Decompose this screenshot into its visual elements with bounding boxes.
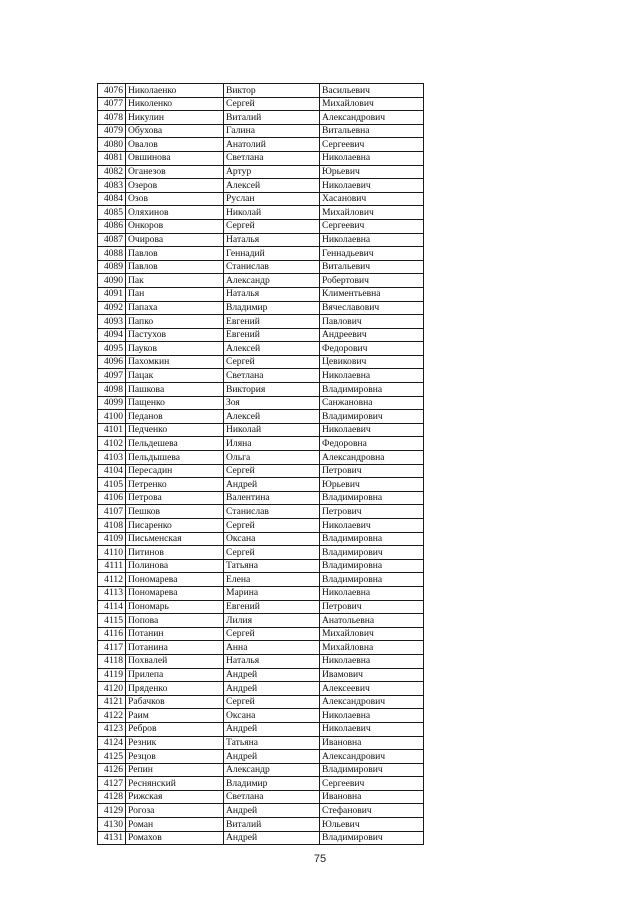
first-name-cell: Андрей xyxy=(224,722,320,736)
first-name-cell: Станислав xyxy=(224,505,320,519)
first-name-cell: Сергей xyxy=(224,464,320,478)
table-row xyxy=(98,192,424,206)
first-name-cell: Сергей xyxy=(224,627,320,641)
surname-cell: Павлов xyxy=(126,247,224,261)
table-row xyxy=(98,396,424,410)
surname-cell: Николаенко xyxy=(126,84,224,98)
first-name-cell: Наталья xyxy=(224,654,320,668)
table-row xyxy=(98,233,424,247)
first-name-cell: Геннадий xyxy=(224,247,320,261)
first-name-cell: Анна xyxy=(224,641,320,655)
patronymic-cell: Юрьевич xyxy=(320,165,424,179)
row-number-cell: 4103 xyxy=(98,451,126,465)
row-number-cell: 4098 xyxy=(98,383,126,397)
first-name-cell: Светлана xyxy=(224,151,320,165)
row-number-cell: 4112 xyxy=(98,573,126,587)
surname-cell: Пахомкин xyxy=(126,355,224,369)
first-name-cell: Сергей xyxy=(224,546,320,560)
patronymic-cell: Владимирович xyxy=(320,831,424,845)
table-row xyxy=(98,777,424,791)
row-number-cell: 4119 xyxy=(98,668,126,682)
patronymic-cell: Витальевич xyxy=(320,260,424,274)
table-row xyxy=(98,546,424,560)
table-row xyxy=(98,410,424,424)
table-row xyxy=(98,790,424,804)
first-name-cell: Сергей xyxy=(224,355,320,369)
table-row xyxy=(98,451,424,465)
first-name-cell: Николай xyxy=(224,423,320,437)
table-row xyxy=(98,111,424,125)
first-name-cell: Лилия xyxy=(224,614,320,628)
table-row xyxy=(98,247,424,261)
surname-cell: Оляхинов xyxy=(126,206,224,220)
patronymic-cell: Витальевна xyxy=(320,124,424,138)
surname-cell: Обухова xyxy=(126,124,224,138)
table-row xyxy=(98,206,424,220)
patronymic-cell: Владимировна xyxy=(320,559,424,573)
surname-cell: Потанина xyxy=(126,641,224,655)
first-name-cell: Евгений xyxy=(224,600,320,614)
table-row xyxy=(98,505,424,519)
patronymic-cell: Хасанович xyxy=(320,192,424,206)
patronymic-cell: Николаевна xyxy=(320,233,424,247)
patronymic-cell: Николаевич xyxy=(320,423,424,437)
first-name-cell: Иляна xyxy=(224,437,320,451)
patronymic-cell: Михайлович xyxy=(320,627,424,641)
patronymic-cell: Ивамович xyxy=(320,668,424,682)
patronymic-cell: Сергеевич xyxy=(320,219,424,233)
first-name-cell: Сергей xyxy=(224,519,320,533)
row-number-cell: 4123 xyxy=(98,722,126,736)
patronymic-cell: Владимирович xyxy=(320,410,424,424)
table-row xyxy=(98,355,424,369)
table-row xyxy=(98,219,424,233)
row-number-cell: 4076 xyxy=(98,84,126,98)
patronymic-cell: Юрьевич xyxy=(320,478,424,492)
table-row xyxy=(98,342,424,356)
patronymic-cell: Владимирович xyxy=(320,546,424,560)
names-table-body xyxy=(98,84,424,845)
surname-cell: Оганезов xyxy=(126,165,224,179)
surname-cell: Репин xyxy=(126,763,224,777)
row-number-cell: 4087 xyxy=(98,233,126,247)
first-name-cell: Владимир xyxy=(224,777,320,791)
first-name-cell: Виталий xyxy=(224,818,320,832)
surname-cell: Пряденко xyxy=(126,682,224,696)
row-number-cell: 4130 xyxy=(98,818,126,832)
table-row xyxy=(98,763,424,777)
first-name-cell: Виктор xyxy=(224,84,320,98)
first-name-cell: Сергей xyxy=(224,219,320,233)
row-number-cell: 4107 xyxy=(98,505,126,519)
table-row xyxy=(98,668,424,682)
row-number-cell: 4092 xyxy=(98,301,126,315)
surname-cell: Полинова xyxy=(126,559,224,573)
first-name-cell: Николай xyxy=(224,206,320,220)
surname-cell: Ромахов xyxy=(126,831,224,845)
table-row xyxy=(98,519,424,533)
first-name-cell: Андрей xyxy=(224,750,320,764)
table-row xyxy=(98,315,424,329)
table-row xyxy=(98,260,424,274)
surname-cell: Овшинова xyxy=(126,151,224,165)
first-name-cell: Руслан xyxy=(224,192,320,206)
patronymic-cell: Анатольевна xyxy=(320,614,424,628)
first-name-cell: Александр xyxy=(224,763,320,777)
patronymic-cell: Алексеевич xyxy=(320,682,424,696)
patronymic-cell: Александрович xyxy=(320,695,424,709)
first-name-cell: Артур xyxy=(224,165,320,179)
surname-cell: Резник xyxy=(126,736,224,750)
patronymic-cell: Петрович xyxy=(320,464,424,478)
row-number-cell: 4079 xyxy=(98,124,126,138)
row-number-cell: 4086 xyxy=(98,219,126,233)
patronymic-cell: Сергеевич xyxy=(320,138,424,152)
table-row xyxy=(98,818,424,832)
table-row xyxy=(98,804,424,818)
table-row xyxy=(98,287,424,301)
surname-cell: Роман xyxy=(126,818,224,832)
surname-cell: Озов xyxy=(126,192,224,206)
patronymic-cell: Петрович xyxy=(320,505,424,519)
row-number-cell: 4129 xyxy=(98,804,126,818)
row-number-cell: 4117 xyxy=(98,641,126,655)
first-name-cell: Андрей xyxy=(224,682,320,696)
first-name-cell: Андрей xyxy=(224,668,320,682)
patronymic-cell: Владимировна xyxy=(320,491,424,505)
first-name-cell: Валентина xyxy=(224,491,320,505)
patronymic-cell: Николаевна xyxy=(320,709,424,723)
first-name-cell: Андрей xyxy=(224,478,320,492)
row-number-cell: 4115 xyxy=(98,614,126,628)
surname-cell: Рогоза xyxy=(126,804,224,818)
patronymic-cell: Николаевна xyxy=(320,654,424,668)
row-number-cell: 4124 xyxy=(98,736,126,750)
row-number-cell: 4114 xyxy=(98,600,126,614)
row-number-cell: 4091 xyxy=(98,287,126,301)
patronymic-cell: Павлович xyxy=(320,315,424,329)
first-name-cell: Татьяна xyxy=(224,559,320,573)
first-name-cell: Виктория xyxy=(224,383,320,397)
first-name-cell: Сергей xyxy=(224,97,320,111)
table-row xyxy=(98,274,424,288)
surname-cell: Прилепа xyxy=(126,668,224,682)
table-row xyxy=(98,301,424,315)
patronymic-cell: Александрович xyxy=(320,111,424,125)
surname-cell: Овалов xyxy=(126,138,224,152)
surname-cell: Педченко xyxy=(126,423,224,437)
surname-cell: Никулин xyxy=(126,111,224,125)
row-number-cell: 4101 xyxy=(98,423,126,437)
table-row xyxy=(98,559,424,573)
row-number-cell: 4104 xyxy=(98,464,126,478)
first-name-cell: Евгений xyxy=(224,315,320,329)
row-number-cell: 4118 xyxy=(98,654,126,668)
row-number-cell: 4109 xyxy=(98,532,126,546)
row-number-cell: 4121 xyxy=(98,695,126,709)
table-row xyxy=(98,573,424,587)
patronymic-cell: Владимировна xyxy=(320,532,424,546)
first-name-cell: Виталий xyxy=(224,111,320,125)
table-row xyxy=(98,750,424,764)
first-name-cell: Галина xyxy=(224,124,320,138)
row-number-cell: 4125 xyxy=(98,750,126,764)
first-name-cell: Ольга xyxy=(224,451,320,465)
table-row xyxy=(98,84,424,98)
patronymic-cell: Владимирович xyxy=(320,763,424,777)
surname-cell: Пауков xyxy=(126,342,224,356)
row-number-cell: 4082 xyxy=(98,165,126,179)
first-name-cell: Елена xyxy=(224,573,320,587)
row-number-cell: 4131 xyxy=(98,831,126,845)
first-name-cell: Станислав xyxy=(224,260,320,274)
row-number-cell: 4081 xyxy=(98,151,126,165)
patronymic-cell: Климентьевна xyxy=(320,287,424,301)
surname-cell: Питинов xyxy=(126,546,224,560)
patronymic-cell: Александрович xyxy=(320,750,424,764)
patronymic-cell: Михайловна xyxy=(320,641,424,655)
surname-cell: Рижская xyxy=(126,790,224,804)
surname-cell: Писаренко xyxy=(126,519,224,533)
surname-cell: Пан xyxy=(126,287,224,301)
patronymic-cell: Андреевич xyxy=(320,328,424,342)
row-number-cell: 4099 xyxy=(98,396,126,410)
table-row xyxy=(98,736,424,750)
surname-cell: Онкоров xyxy=(126,219,224,233)
surname-cell: Пономарева xyxy=(126,573,224,587)
patronymic-cell: Федоровна xyxy=(320,437,424,451)
row-number-cell: 4090 xyxy=(98,274,126,288)
patronymic-cell: Владимировна xyxy=(320,383,424,397)
surname-cell: Пашкова xyxy=(126,383,224,397)
table-row xyxy=(98,722,424,736)
first-name-cell: Алексей xyxy=(224,179,320,193)
patronymic-cell: Михайлович xyxy=(320,97,424,111)
patronymic-cell: Санжановна xyxy=(320,396,424,410)
row-number-cell: 4100 xyxy=(98,410,126,424)
surname-cell: Пащенко xyxy=(126,396,224,410)
surname-cell: Пацак xyxy=(126,369,224,383)
first-name-cell: Андрей xyxy=(224,804,320,818)
surname-cell: Педанов xyxy=(126,410,224,424)
table-row xyxy=(98,614,424,628)
row-number-cell: 4077 xyxy=(98,97,126,111)
table-row xyxy=(98,709,424,723)
row-number-cell: 4089 xyxy=(98,260,126,274)
patronymic-cell: Юльевич xyxy=(320,818,424,832)
patronymic-cell: Петрович xyxy=(320,600,424,614)
first-name-cell: Евгений xyxy=(224,328,320,342)
surname-cell: Очирова xyxy=(126,233,224,247)
patronymic-cell: Геннадьевич xyxy=(320,247,424,261)
table-row xyxy=(98,328,424,342)
table-row xyxy=(98,138,424,152)
patronymic-cell: Вячеславович xyxy=(320,301,424,315)
surname-cell: Ребров xyxy=(126,722,224,736)
row-number-cell: 4078 xyxy=(98,111,126,125)
row-number-cell: 4110 xyxy=(98,546,126,560)
first-name-cell: Сергей xyxy=(224,695,320,709)
patronymic-cell: Ивановна xyxy=(320,790,424,804)
first-name-cell: Светлана xyxy=(224,790,320,804)
patronymic-cell: Александровна xyxy=(320,451,424,465)
patronymic-cell: Васильевич xyxy=(320,84,424,98)
first-name-cell: Владимир xyxy=(224,301,320,315)
surname-cell: Пересадин xyxy=(126,464,224,478)
surname-cell: Павлов xyxy=(126,260,224,274)
patronymic-cell: Робертович xyxy=(320,274,424,288)
row-number-cell: 4128 xyxy=(98,790,126,804)
surname-cell: Пастухов xyxy=(126,328,224,342)
table-row xyxy=(98,97,424,111)
patronymic-cell: Сергеевич xyxy=(320,777,424,791)
surname-cell: Папаха xyxy=(126,301,224,315)
table-row xyxy=(98,369,424,383)
first-name-cell: Наталья xyxy=(224,233,320,247)
row-number-cell: 4108 xyxy=(98,519,126,533)
row-number-cell: 4122 xyxy=(98,709,126,723)
patronymic-cell: Цевикович xyxy=(320,355,424,369)
surname-cell: Пешков xyxy=(126,505,224,519)
row-number-cell: 4095 xyxy=(98,342,126,356)
surname-cell: Петренко xyxy=(126,478,224,492)
patronymic-cell: Николаевна xyxy=(320,586,424,600)
patronymic-cell: Ивановна xyxy=(320,736,424,750)
surname-cell: Пельдышева xyxy=(126,451,224,465)
table-row xyxy=(98,532,424,546)
table-row xyxy=(98,627,424,641)
table-row xyxy=(98,586,424,600)
first-name-cell: Анатолий xyxy=(224,138,320,152)
row-number-cell: 4120 xyxy=(98,682,126,696)
surname-cell: Похвалей xyxy=(126,654,224,668)
row-number-cell: 4106 xyxy=(98,491,126,505)
table-row xyxy=(98,600,424,614)
patronymic-cell: Федорович xyxy=(320,342,424,356)
row-number-cell: 4083 xyxy=(98,179,126,193)
table-row xyxy=(98,124,424,138)
table-row xyxy=(98,654,424,668)
surname-cell: Письменская xyxy=(126,532,224,546)
table-row xyxy=(98,151,424,165)
patronymic-cell: Николаевич xyxy=(320,519,424,533)
patronymic-cell: Николаевич xyxy=(320,179,424,193)
first-name-cell: Зоя xyxy=(224,396,320,410)
first-name-cell: Татьяна xyxy=(224,736,320,750)
surname-cell: Николенко xyxy=(126,97,224,111)
surname-cell: Реснянский xyxy=(126,777,224,791)
table-row xyxy=(98,423,424,437)
surname-cell: Петрова xyxy=(126,491,224,505)
first-name-cell: Марина xyxy=(224,586,320,600)
surname-cell: Резцов xyxy=(126,750,224,764)
surname-cell: Раим xyxy=(126,709,224,723)
table-row xyxy=(98,695,424,709)
table-row xyxy=(98,383,424,397)
first-name-cell: Алексей xyxy=(224,342,320,356)
patronymic-cell: Михайлович xyxy=(320,206,424,220)
first-name-cell: Александр xyxy=(224,274,320,288)
row-number-cell: 4102 xyxy=(98,437,126,451)
first-name-cell: Андрей xyxy=(224,831,320,845)
row-number-cell: 4088 xyxy=(98,247,126,261)
row-number-cell: 4084 xyxy=(98,192,126,206)
patronymic-cell: Николаевич xyxy=(320,722,424,736)
table-row xyxy=(98,165,424,179)
first-name-cell: Оксана xyxy=(224,709,320,723)
first-name-cell: Алексей xyxy=(224,410,320,424)
first-name-cell: Оксана xyxy=(224,532,320,546)
table-row xyxy=(98,831,424,845)
table-row xyxy=(98,464,424,478)
row-number-cell: 4116 xyxy=(98,627,126,641)
table-row xyxy=(98,682,424,696)
surname-cell: Пономарь xyxy=(126,600,224,614)
surname-cell: Потанин xyxy=(126,627,224,641)
row-number-cell: 4093 xyxy=(98,315,126,329)
patronymic-cell: Стефанович xyxy=(320,804,424,818)
row-number-cell: 4094 xyxy=(98,328,126,342)
surname-cell: Пельдешева xyxy=(126,437,224,451)
row-number-cell: 4096 xyxy=(98,355,126,369)
row-number-cell: 4111 xyxy=(98,559,126,573)
row-number-cell: 4097 xyxy=(98,369,126,383)
patronymic-cell: Николаевна xyxy=(320,369,424,383)
patronymic-cell: Владимировна xyxy=(320,573,424,587)
row-number-cell: 4126 xyxy=(98,763,126,777)
row-number-cell: 4127 xyxy=(98,777,126,791)
page-number: 75 xyxy=(313,853,327,865)
row-number-cell: 4080 xyxy=(98,138,126,152)
row-number-cell: 4105 xyxy=(98,478,126,492)
table-row xyxy=(98,179,424,193)
table-row xyxy=(98,641,424,655)
first-name-cell: Светлана xyxy=(224,369,320,383)
surname-cell: Пак xyxy=(126,274,224,288)
table-row xyxy=(98,437,424,451)
names-table xyxy=(97,83,424,845)
surname-cell: Папко xyxy=(126,315,224,329)
table-row xyxy=(98,478,424,492)
row-number-cell: 4085 xyxy=(98,206,126,220)
table-row xyxy=(98,491,424,505)
surname-cell: Рабачков xyxy=(126,695,224,709)
surname-cell: Пономарева xyxy=(126,586,224,600)
surname-cell: Озеров xyxy=(126,179,224,193)
patronymic-cell: Николаевна xyxy=(320,151,424,165)
first-name-cell: Наталья xyxy=(224,287,320,301)
surname-cell: Попова xyxy=(126,614,224,628)
row-number-cell: 4113 xyxy=(98,586,126,600)
